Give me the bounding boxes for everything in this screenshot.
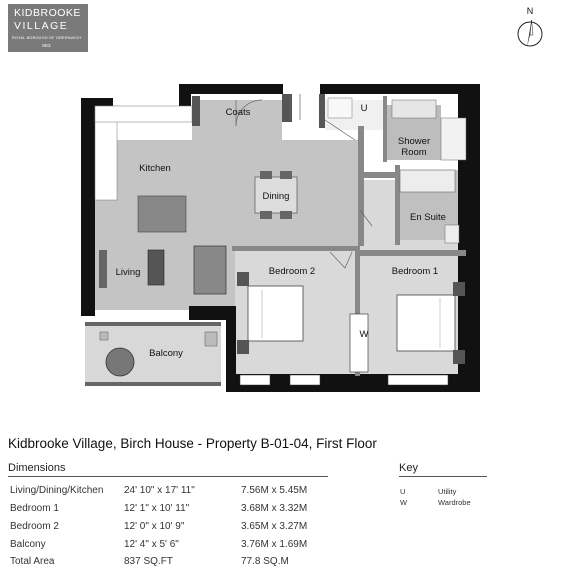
key-divider: [399, 476, 487, 477]
bedroom1-bed: [397, 295, 455, 351]
room-label-living: Living: [115, 267, 141, 278]
logo-line-1: KIDBROOKE: [14, 7, 81, 19]
room-label-shower-line-2: Room: [401, 147, 427, 158]
dimension-imperial: 12' 4" x 5' 6": [124, 539, 179, 550]
north-compass-icon: [512, 5, 548, 51]
dimension-metric: 3.68M x 3.32M: [241, 503, 308, 514]
compass-north-label: N: [526, 6, 534, 16]
room-label-bedroom-2: Bedroom 2: [268, 266, 316, 277]
logo-line-3: ROYAL BOROUGH OF GREENWICH: [12, 36, 82, 40]
room-label-coats: Coats: [225, 107, 251, 118]
room-label-bedroom-1: Bedroom 1: [391, 266, 439, 277]
logo-line-2: VILLAGE: [14, 20, 69, 32]
room-label-kitchen: Kitchen: [139, 163, 171, 174]
dimension-room-name: Bedroom 2: [10, 521, 59, 532]
balcony-table: [106, 348, 134, 376]
key-row: [399, 487, 519, 497]
dimension-room-name: Balcony: [10, 539, 46, 550]
key-row: [399, 498, 519, 508]
kitchen-island: [138, 196, 186, 232]
wardrobe: [350, 314, 368, 372]
bedroom2-bed: [248, 286, 303, 341]
dimension-imperial: 837 SQ.FT: [124, 556, 173, 567]
room-label-balcony: Balcony: [149, 348, 183, 359]
dimension-metric: 77.8 SQ.M: [241, 556, 289, 567]
dimension-metric: 3.76M x 1.69M: [241, 539, 308, 550]
dimension-metric: 3.65M x 3.27M: [241, 521, 308, 532]
kidbrooke-village-logo: [8, 4, 88, 52]
dimensions-divider: [8, 476, 328, 477]
sofa: [194, 246, 226, 294]
key-meaning: Wardrobe: [438, 498, 471, 507]
key-code: W: [400, 498, 408, 507]
dimension-room-name: Bedroom 1: [10, 503, 59, 514]
dimension-imperial: 12' 1" x 10' 11": [124, 503, 190, 514]
armchair: [148, 250, 164, 285]
dimension-imperial: 12' 0" x 10' 9": [124, 521, 185, 532]
room-label-dining: Dining: [262, 191, 290, 202]
room-label-shower-line-1: Shower: [397, 136, 431, 147]
room-label-utility: U: [360, 103, 368, 114]
dimensions-heading: Dimensions: [8, 462, 66, 474]
room-label-ensuite: En Suite: [410, 212, 446, 223]
dimension-room-name: Total Area: [10, 556, 55, 567]
dimension-imperial: 24' 10" x 17' 11": [124, 485, 195, 496]
tv-unit: [99, 250, 107, 288]
dimension-metric: 7.56M x 5.45M: [241, 485, 308, 496]
dimension-room-name: Living/Dining/Kitchen: [10, 485, 104, 496]
key-meaning: Utility: [438, 487, 457, 496]
logo-line-4: SE3: [42, 43, 51, 48]
key-code: U: [400, 487, 406, 496]
room-label-wardrobe: W: [359, 329, 369, 340]
floor-plan: [80, 82, 480, 398]
property-title: Kidbrooke Village, Birch House - Property B-01-04, First Floor: [8, 436, 377, 451]
key-heading: Key: [399, 462, 418, 474]
